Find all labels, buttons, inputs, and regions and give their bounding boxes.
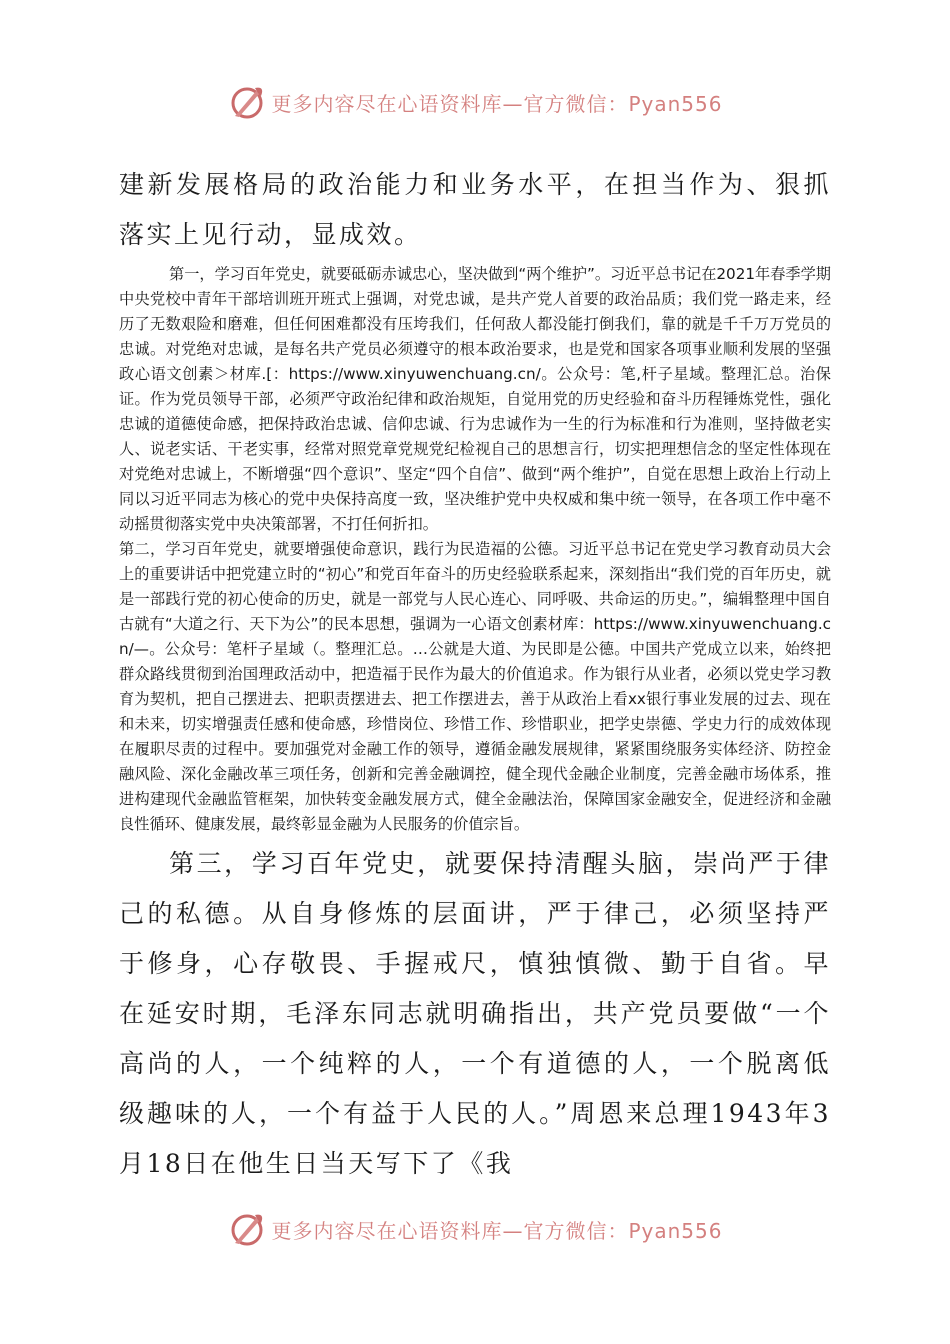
paragraph-third: 第三，学习百年党史，就要保持清醒头脑，崇尚严于律己的私德。从自身修炼的层面讲，严于律己，必须坚持严于修身，心存敬畏、手握戒尺，慎独慎微、勤于自省。早在延安时期，毛泽东同志就明确指出，共产党员要做“一个高尚的人，一个纯粹的人，一个有道德的人，一个脱离低级趣味的人，一个有益于人民的人。”周恩来总理1943年3月18日在他生日当天写下了《我: [119, 849, 831, 1178]
paragraph-continuation: 建新发展格局的政治能力和业务水平，在担当作为、狠抓落实上见行动，显成效。: [119, 170, 831, 249]
header-banner-text: 更多内容尽在心语资料库—官方微信：Pyan556: [271, 91, 723, 116]
footer-banner-text: 更多内容尽在心语资料库—官方微信：Pyan556: [271, 1218, 723, 1243]
quill-logo-icon: [227, 82, 267, 122]
paragraph-first: 第一，学习百年党史，就要砥砺赤诚忠心，坚决做到“两个维护”。习近平总书记在2021年春季学期中央党校中青年干部培训班开班式上强调，对党忠诚，是共产党人首要的政治品质；我们党一路走来，经历了无数艰险和磨难，但任何困难都没有压垮我们，任何敌人都没能打倒我们，靠的就是千千万万党员的忠诚。对党绝对忠诚，是每名共产党员必须遵守的根本政治要求，也是党和国家各项事业顺利发展的坚强政心语文创素＞材库.[：https://www.xinyuwenchuang.cn/。公众号：笔,杆子星域。整理汇总。治保证。作为党员领导干部，必须严守政治纪律和政治规矩，自觉用党的历史经验和奋斗历程锤炼党性，强化忠诚的道德使命感，把保持政治忠诚、信仰忠诚、行为忠诚作为一生的行为标准和行为准则，坚持做老实人、说老实话、干老实事，经常对照党章党规党纪检视自己的思想言行，切实把理想信念的坚定性体现在对党绝对忠诚上，不断增强“四个意识”、坚定“四个自信”、做到“两个维护”，自觉在思想上政治上行动上同以习近平同志为核心的党中央保持高度一致，坚决维护党中央权威和集中统一领导，在各项工作中毫不动摇贯彻落实党中央决策部署，不打任何折扣。: [119, 265, 831, 533]
header-banner: [0, 80, 950, 124]
quill-logo-icon: [227, 1209, 267, 1249]
document-body: [119, 160, 831, 1189]
paragraph-second: 第二，学习百年党史，就要增强使命意识，践行为民造福的公德。习近平总书记在党史学习教育动员大会上的重要讲话中把党建立时的“初心”和党百年奋斗的历史经验联系起来，深刻指出“我们党的百年历史，就是一部践行党的初心使命的历史，就是一部党与人民心连心、同呼吸、共命运的历史。”，编辑整理中国自古就有“大道之行、天下为公”的民本思想，强调为一心语文创素材库：https://www.xinyuwenchuang.cn/—。公众号：笔杆子星域（。整理汇总。…公就是大道、为民即是公德。中国共产党成立以来，始终把群众路线贯彻到治国理政活动中，把造福于民作为最大的价值追求。作为银行从业者，必须以党史学习教育为契机，把自己摆进去、把职责摆进去、把工作摆进去，善于从政治上看xx银行事业发展的过去、现在和未来，切实增强责任感和使命感，珍惜岗位、珍惜工作、珍惜职业，把学史崇德、学史力行的成效体现在履职尽责的过程中。要加强党对金融工作的领导，遵循金融发展规律，紧紧围绕服务实体经济、防控金融风险、深化金融改革三项任务，创新和完善金融调控，健全现代金融企业制度，完善金融市场体系，推进构建现代金融监管框架，加快转变金融发展方式，健全金融法治，保障国家金融安全，促进经济和金融良性循环、健康发展，最终彰显金融为人民服务的价值宗旨。: [119, 540, 831, 833]
footer-banner: [0, 1207, 950, 1251]
